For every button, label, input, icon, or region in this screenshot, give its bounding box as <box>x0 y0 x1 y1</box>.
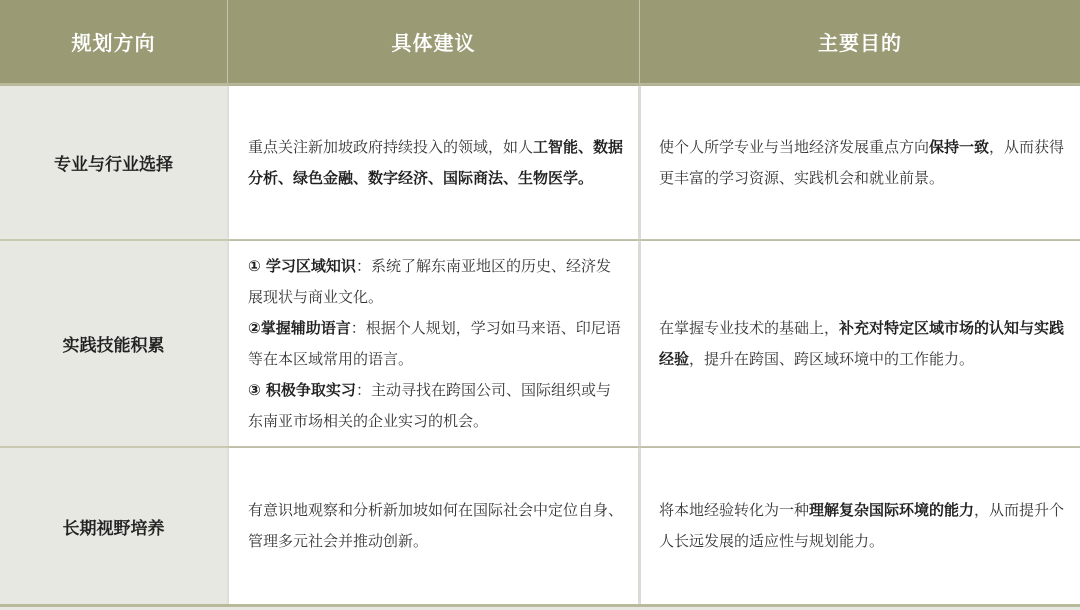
direction-cell: 专业与行业选择 <box>54 155 173 175</box>
table-header <box>0 0 1080 86</box>
purpose-cell <box>641 86 1080 239</box>
text-run: ：根据个人规划，学习如马来语、印尼语等在本区域常用的语言。 <box>248 318 621 368</box>
table-row <box>0 86 1080 239</box>
suggestion-text <box>229 251 638 437</box>
text-run: 将本地经验转化为一种 <box>659 501 810 519</box>
direction-cell: 长期视野培养 <box>62 518 165 539</box>
bold-phrase: 补充对特定区域市场的认知与实践经验 <box>659 318 1065 368</box>
header-purpose: 主要目的 <box>818 31 902 55</box>
purpose-cell <box>641 448 1080 604</box>
suggestion-text <box>229 495 638 557</box>
table-bottom-border <box>0 604 1080 607</box>
bold-phrase: 工智能、数据分析、绿色金融、数字经济、国际商法、生物医学。 <box>248 137 624 187</box>
bold-phrase: 保持一致 <box>929 137 990 156</box>
text-run: 在掌握专业技术的基础上， <box>659 318 840 337</box>
suggestion-cell <box>229 86 638 239</box>
text-run: 使个人所学专业与当地经济发展重点方向 <box>659 137 930 156</box>
text-run: ：主动寻找在跨国公司、国际组织或与东南亚市场相关的企业实习的机会。 <box>248 380 611 430</box>
header-direction: 规划方向 <box>71 31 156 55</box>
text-run: 重点关注新加坡政府持续投入的领域，如人 <box>248 137 534 156</box>
bold-phrase: ① 学习区域知识 <box>248 256 356 275</box>
suggestion-cell <box>229 448 638 604</box>
direction-cell: 实践技能积累 <box>62 336 165 356</box>
text-run: ：系统了解东南亚地区的历史、经济发展现状与商业文化。 <box>248 256 611 306</box>
text-run: ，从而提升个人长远发展的适应性与规划能力。 <box>659 501 1065 550</box>
purpose-cell <box>641 241 1080 446</box>
text-run: 有意识地观察和分析新加坡如何在国际社会中定位自身、管理多元社会并推动创新。 <box>248 501 624 550</box>
text-run: ，提升在跨国、跨区域环境中的工作能力。 <box>689 349 975 368</box>
table-row <box>0 448 1080 604</box>
table-row <box>0 241 1080 446</box>
purpose-text <box>641 132 1080 194</box>
bold-phrase: ②掌握辅助语言 <box>248 318 351 337</box>
text-run: ，从而获得更丰富的学习资源、实践机会和就业前景。 <box>659 137 1065 187</box>
bold-phrase: 理解复杂国际环境的能力 <box>809 501 975 519</box>
suggestion-text <box>229 132 638 194</box>
suggestion-cell <box>229 241 638 446</box>
bold-phrase: ③ 积极争取实习 <box>248 380 356 399</box>
purpose-text <box>641 495 1080 557</box>
purpose-text <box>641 313 1080 375</box>
header-suggestion: 具体建议 <box>391 31 476 55</box>
